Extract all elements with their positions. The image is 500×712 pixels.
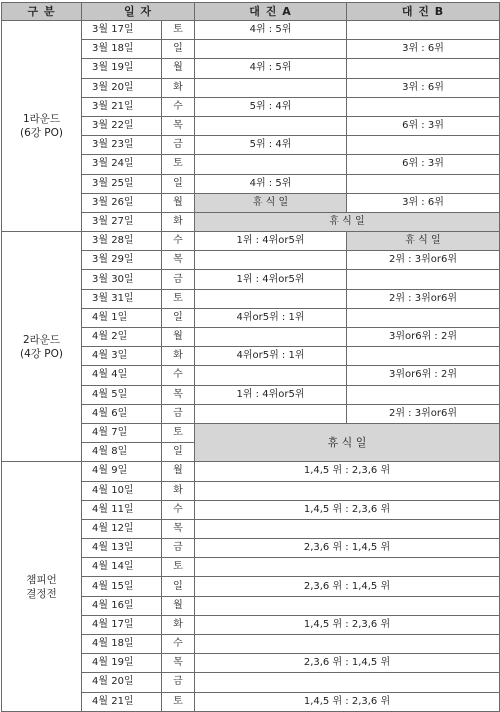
date-cell: 4월 2일 [82, 328, 162, 347]
date-cell: 4월 5일 [82, 385, 162, 404]
weekday-cell: 월 [162, 462, 195, 481]
date-cell: 3월 21일 [82, 97, 162, 116]
table-header [2, 3, 500, 21]
matchup-a-cell: 4위or5위 : 1위 [195, 347, 347, 366]
matchup-b-cell: 3위or6위 : 2위 [347, 328, 500, 347]
date-cell: 4월 9일 [82, 462, 162, 481]
matchup-b-cell: 3위 : 6위 [347, 193, 500, 212]
date-cell: 4월 1일 [82, 308, 162, 327]
date-cell: 4월 14일 [82, 558, 162, 577]
matchup-b-cell: 3위 : 6위 [347, 40, 500, 59]
date-cell: 4월 21일 [82, 692, 162, 711]
round-label [2, 462, 82, 711]
weekday-cell: 화 [162, 347, 195, 366]
weekday-cell: 월 [162, 596, 195, 615]
weekday-cell: 수 [162, 97, 195, 116]
header-row [2, 3, 500, 21]
matchup-a-cell [195, 116, 347, 135]
weekday-cell: 수 [162, 635, 195, 654]
round-label [2, 21, 82, 232]
final-matchup-cell: 1,4,5 위 : 2,3,6 위 [195, 462, 500, 481]
header-match-a: 대 진 A [195, 3, 347, 21]
date-cell: 3월 29일 [82, 251, 162, 270]
matchup-a-cell: 5위 : 4위 [195, 97, 347, 116]
matchup-a-cell: 1위 : 4위or5위 [195, 385, 347, 404]
matchup-b-cell [347, 59, 500, 78]
final-matchup-cell [195, 635, 500, 654]
matchup-b-cell: 3위or6위 : 2위 [347, 366, 500, 385]
matchup-b-cell: 3위 : 6위 [347, 78, 500, 97]
matchup-b-cell: 2위 : 3위or6위 [347, 251, 500, 270]
weekday-cell: 목 [162, 654, 195, 673]
matchup-b-cell [347, 308, 500, 327]
matchup-a-cell: 4위or5위 : 1위 [195, 308, 347, 327]
matchup-a-cell [195, 155, 347, 174]
round-name: 2라운드 [22, 333, 61, 346]
weekday-cell: 금 [162, 270, 195, 289]
round-label [2, 232, 82, 462]
matchup-b-cell [347, 136, 500, 155]
weekday-cell: 토 [162, 21, 195, 40]
matchup-a-cell [195, 78, 347, 97]
weekday-cell: 토 [162, 692, 195, 711]
weekday-cell: 토 [162, 289, 195, 308]
matchup-a-cell [195, 251, 347, 270]
matchup-b-cell: 휴 식 일 [347, 232, 500, 251]
header-division: 구 분 [2, 3, 82, 21]
date-cell: 3월 31일 [82, 289, 162, 308]
date-cell: 4월 6일 [82, 404, 162, 423]
matchup-a-cell: 5위 : 4위 [195, 136, 347, 155]
weekday-cell: 목 [162, 116, 195, 135]
matchup-a-cell [195, 40, 347, 59]
matchup-b-cell [347, 21, 500, 40]
matchup-a-cell: 1위 : 4위or5위 [195, 232, 347, 251]
table-row [2, 21, 500, 40]
weekday-cell: 목 [162, 519, 195, 538]
final-matchup-cell: 2,3,6 위 : 1,4,5 위 [195, 654, 500, 673]
weekday-cell: 목 [162, 385, 195, 404]
date-cell: 4월 8일 [82, 443, 162, 462]
final-matchup-cell [195, 673, 500, 692]
matchup-a-cell [195, 289, 347, 308]
date-cell: 4월 13일 [82, 539, 162, 558]
date-cell: 3월 18일 [82, 40, 162, 59]
weekday-cell: 토 [162, 558, 195, 577]
matchup-a-cell: 휴 식 일 [195, 193, 347, 212]
weekday-cell: 일 [162, 174, 195, 193]
weekday-cell: 일 [162, 308, 195, 327]
weekday-cell: 화 [162, 481, 195, 500]
weekday-cell: 월 [162, 193, 195, 212]
matchup-b-cell: 2위 : 3위or6위 [347, 289, 500, 308]
date-cell: 4월 12일 [82, 519, 162, 538]
matchup-a-cell: 4위 : 5위 [195, 59, 347, 78]
round-subtitle: 결정전 [26, 587, 57, 600]
date-cell: 3월 24일 [82, 155, 162, 174]
matchup-a-cell: 1위 : 4위or5위 [195, 270, 347, 289]
date-cell: 4월 17일 [82, 615, 162, 634]
date-cell: 3월 17일 [82, 21, 162, 40]
weekday-cell: 금 [162, 673, 195, 692]
final-matchup-cell [195, 481, 500, 500]
date-cell: 3월 28일 [82, 232, 162, 251]
header-date: 일 자 [82, 3, 195, 21]
weekday-cell: 일 [162, 577, 195, 596]
date-cell: 4월 3일 [82, 347, 162, 366]
final-matchup-cell: 1,4,5 위 : 2,3,6 위 [195, 500, 500, 519]
weekday-cell: 목 [162, 251, 195, 270]
date-cell: 4월 10일 [82, 481, 162, 500]
date-cell: 3월 27일 [82, 212, 162, 231]
date-cell: 4월 18일 [82, 635, 162, 654]
weekday-cell: 금 [162, 539, 195, 558]
date-cell: 3월 25일 [82, 174, 162, 193]
matchup-b-cell [347, 270, 500, 289]
date-cell: 3월 19일 [82, 59, 162, 78]
matchup-b-cell: 6위 : 3위 [347, 116, 500, 135]
weekday-cell: 금 [162, 404, 195, 423]
date-cell: 3월 20일 [82, 78, 162, 97]
weekday-cell: 화 [162, 615, 195, 634]
weekday-cell: 월 [162, 328, 195, 347]
weekday-cell: 토 [162, 155, 195, 174]
matchup-b-cell: 6위 : 3위 [347, 155, 500, 174]
weekday-cell: 화 [162, 212, 195, 231]
date-cell: 4월 15일 [82, 577, 162, 596]
matchup-b-cell [347, 385, 500, 404]
matchup-a-cell [195, 366, 347, 385]
date-cell: 3월 26일 [82, 193, 162, 212]
weekday-cell: 화 [162, 78, 195, 97]
date-cell: 4월 19일 [82, 654, 162, 673]
final-matchup-cell [195, 519, 500, 538]
weekday-cell: 수 [162, 500, 195, 519]
date-cell: 4월 7일 [82, 423, 162, 442]
header-match-b: 대 진 B [347, 3, 500, 21]
date-cell: 4월 16일 [82, 596, 162, 615]
round-subtitle: (4강 PO) [20, 347, 63, 360]
final-matchup-cell: 1,4,5 위 : 2,3,6 위 [195, 615, 500, 634]
final-matchup-cell: 2,3,6 위 : 1,4,5 위 [195, 577, 500, 596]
matchup-a-cell: 4위 : 5위 [195, 21, 347, 40]
round-name: 챔피언 [26, 573, 57, 586]
date-cell: 3월 22일 [82, 116, 162, 135]
round-name: 1라운드 [22, 113, 61, 126]
rest-day-cell: 휴 식 일 [195, 212, 500, 231]
weekday-cell: 수 [162, 366, 195, 385]
final-matchup-cell: 1,4,5 위 : 2,3,6 위 [195, 692, 500, 711]
date-cell: 4월 4일 [82, 366, 162, 385]
matchup-b-cell [347, 97, 500, 116]
final-matchup-cell [195, 596, 500, 615]
matchup-a-cell: 4위 : 5위 [195, 174, 347, 193]
matchup-b-cell [347, 174, 500, 193]
matchup-b-cell [347, 347, 500, 366]
rest-day-cell: 휴 식 일 [195, 423, 500, 461]
weekday-cell: 토 [162, 423, 195, 442]
date-cell: 3월 23일 [82, 136, 162, 155]
date-cell: 4월 11일 [82, 500, 162, 519]
matchup-a-cell [195, 404, 347, 423]
weekday-cell: 월 [162, 59, 195, 78]
playoff-schedule-table [1, 2, 500, 712]
table-row [2, 232, 500, 251]
weekday-cell: 수 [162, 232, 195, 251]
weekday-cell: 일 [162, 443, 195, 462]
date-cell: 4월 20일 [82, 673, 162, 692]
round-subtitle: (6강 PO) [20, 127, 63, 140]
date-cell: 3월 30일 [82, 270, 162, 289]
table-row [2, 462, 500, 481]
final-matchup-cell: 2,3,6 위 : 1,4,5 위 [195, 539, 500, 558]
weekday-cell: 일 [162, 40, 195, 59]
weekday-cell: 금 [162, 136, 195, 155]
table-body [2, 21, 500, 712]
matchup-b-cell: 2위 : 3위or6위 [347, 404, 500, 423]
matchup-a-cell [195, 328, 347, 347]
final-matchup-cell [195, 558, 500, 577]
